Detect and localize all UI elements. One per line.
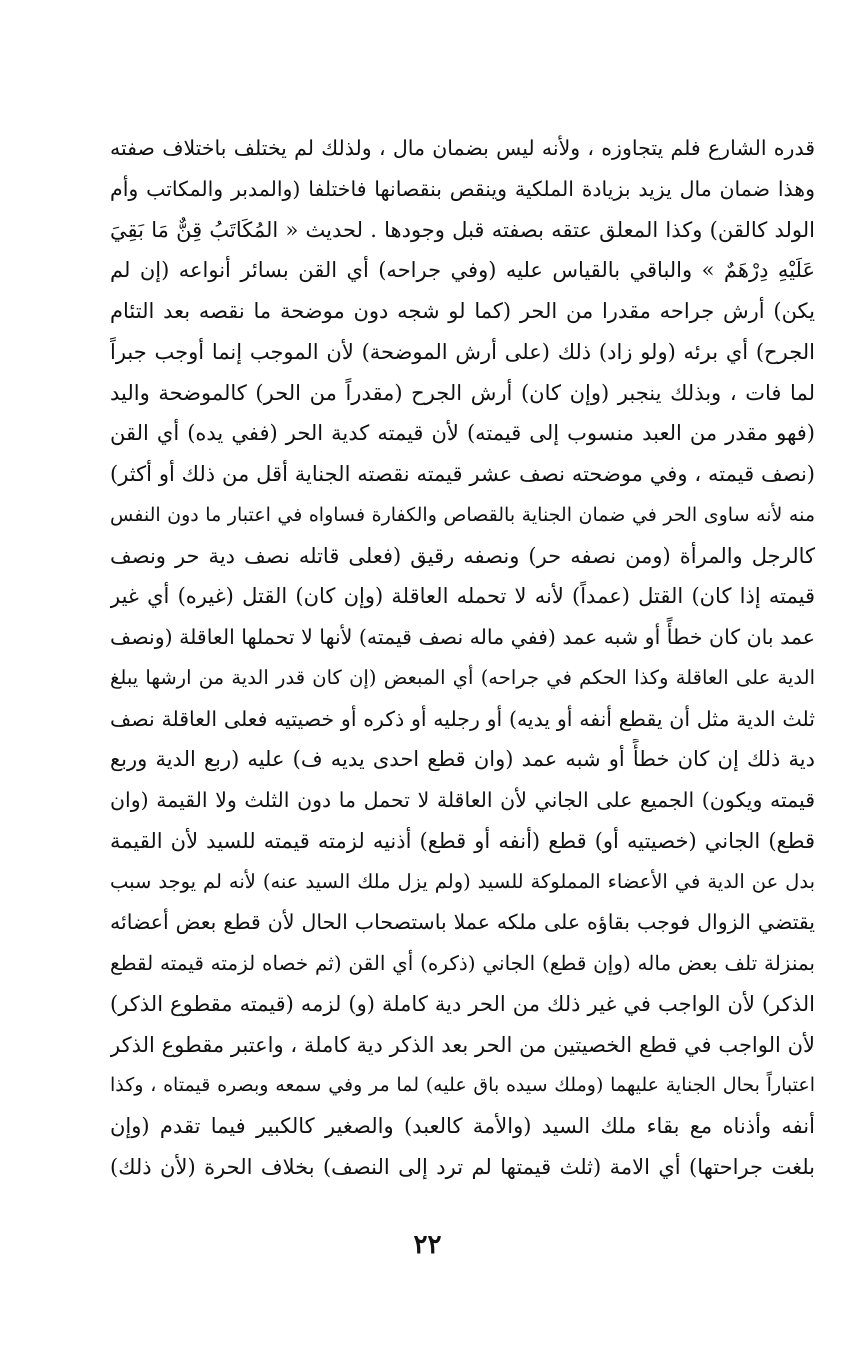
text-line: دية ذلك إن كان خطأً أو شبه عمد (وان قطع احدى يديه ف) عليه (ربع الدية وربع [110, 747, 815, 772]
text-line: الذكر) لأن الواجب في غير ذلك من الحر دية كاملة (و) لزمه (قيمته مقطوع الذكر) [110, 991, 815, 1016]
text-line: عَلَيْهِ دِرْهَمٌ » والباقي بالقياس عليه (وفي جراحه) أي القن بسائر أنواعه (إن لم [110, 258, 815, 283]
text-line: قدره الشارع فلم يتجاوزه ، ولأنه ليس بضمان مال ، ولذلك لم يختلف باختلاف صفته [110, 136, 815, 160]
text-line: الدية على العاقلة وكذا الحكم في جراحه) أي المبعض (إن كان قدر الدية من ارشها يبلغ [110, 665, 815, 689]
text-line: منه لأنه ساوى الحر في ضمان الجناية بالقصاص والكفارة فساواه في اعتبار ما دون النفس [110, 503, 815, 526]
text-line: وهذا ضمان مال يزيد بزيادة الملكية وينقص بنقصانها فاختلفا (والمدبر والمكاتب وأم [110, 176, 815, 201]
text-line: (نصف قيمته ، وفي موضحته نصف عشر قيمته نقصته الجناية أقل من ذلك أو أكثر) [110, 462, 815, 486]
text-line: (فهو مقدر من العبد منسوب إلى قيمته) لأن قيمته كدية الحر (ففي يده) أي القن [110, 421, 815, 446]
text-line: يكن) أرش جراحه مقدرا من الحر (كما لو شجه دون موضحة ما نقصه بعد التئام [110, 299, 815, 323]
text-line: قيمته إذا كان) القتل (عمداً) لأنه لا تحمله العاقلة (وإن كان) القتل (غيره) أي غير [110, 584, 815, 609]
page-number: ٢٢ [413, 1230, 442, 1260]
text-line: بمنزلة تلف بعض ماله (وإن قطع) الجاني (ذكره) أي القن (ثم خصاه لزمته قيمته لقطع [110, 951, 815, 975]
text-line: كالرجل والمرأة (ومن نصفه حر) ونصفه رقيق (فعلى قاتله نصف دية حر ونصف [110, 543, 815, 568]
text-line: يقتضي الزوال فوجب بقاؤه على ملكه عملا باستصحاب الحال لأن قطع بعض أعضائه [110, 910, 815, 935]
text-line: قيمته ويكون) الجميع على الجاني لأن العاقلة لا تحمل ما دون الثلث ولا القيمة (وان [110, 788, 815, 812]
text-line: قطع) الجاني (خصيتيه أو) قطع (أنفه أو قطع) أذنيه لزمته قيمته للسيد لأن القيمة [110, 828, 815, 853]
text-line: الولد كالقن) وكذا المعلق عتقه بصفته قبل وجودها . لحديث « المُكَاتَبُ قِنٌّ مَا بَقِيَ [110, 217, 815, 242]
text-line: بدل عن الدية في الأعضاء المملوكة للسيد (ولم يزل ملك السيد عنه) لأنه لم يوجد سبب [110, 869, 815, 893]
text-line: اعتباراً بحال الجناية عليهما (وملك سيده باق عليه) لما مر وفي سمعه وبصره قيمتاه ، وكذا [110, 1074, 815, 1097]
text-line: عمد بان كان خطأً أو شبه عمد (ففي ماله نصف قيمته) لأنها لا تحملها العاقلة (ونصف [110, 625, 815, 649]
text-line: ثلث الدية مثل أن يقطع أنفه أو يديه) أو رجليه أو ذكره أو خصيتيه فعلى العاقلة نصف [110, 706, 815, 731]
body-text [110, 128, 815, 1188]
text-line: أنفه وأذناه مع بقاء ملك السيد (والأمة كالعبد) والصغير كالكبير فيما تقدم (وإن [110, 1114, 815, 1138]
text-line: لأن الواجب في قطع الخصيتين من الحر بعد الذكر دية كاملة ، واعتبر مقطوع الذكر [110, 1032, 815, 1057]
text-line: لما فات ، وبذلك ينجبر (وإن كان) أرش الجرح (مقدراً من الحر) كالموضحة واليد [110, 380, 815, 405]
text-line: الجرح) أي برئه (ولو زاد) ذلك (على أرش الموضحة) لأن الموجب إنما أوجب جبراً [110, 339, 815, 364]
text-line: بلغت جراحتها) أي الامة (ثلث قيمتها لم ترد إلى النصف) بخلاف الحرة (لأن ذلك) [110, 1154, 815, 1179]
